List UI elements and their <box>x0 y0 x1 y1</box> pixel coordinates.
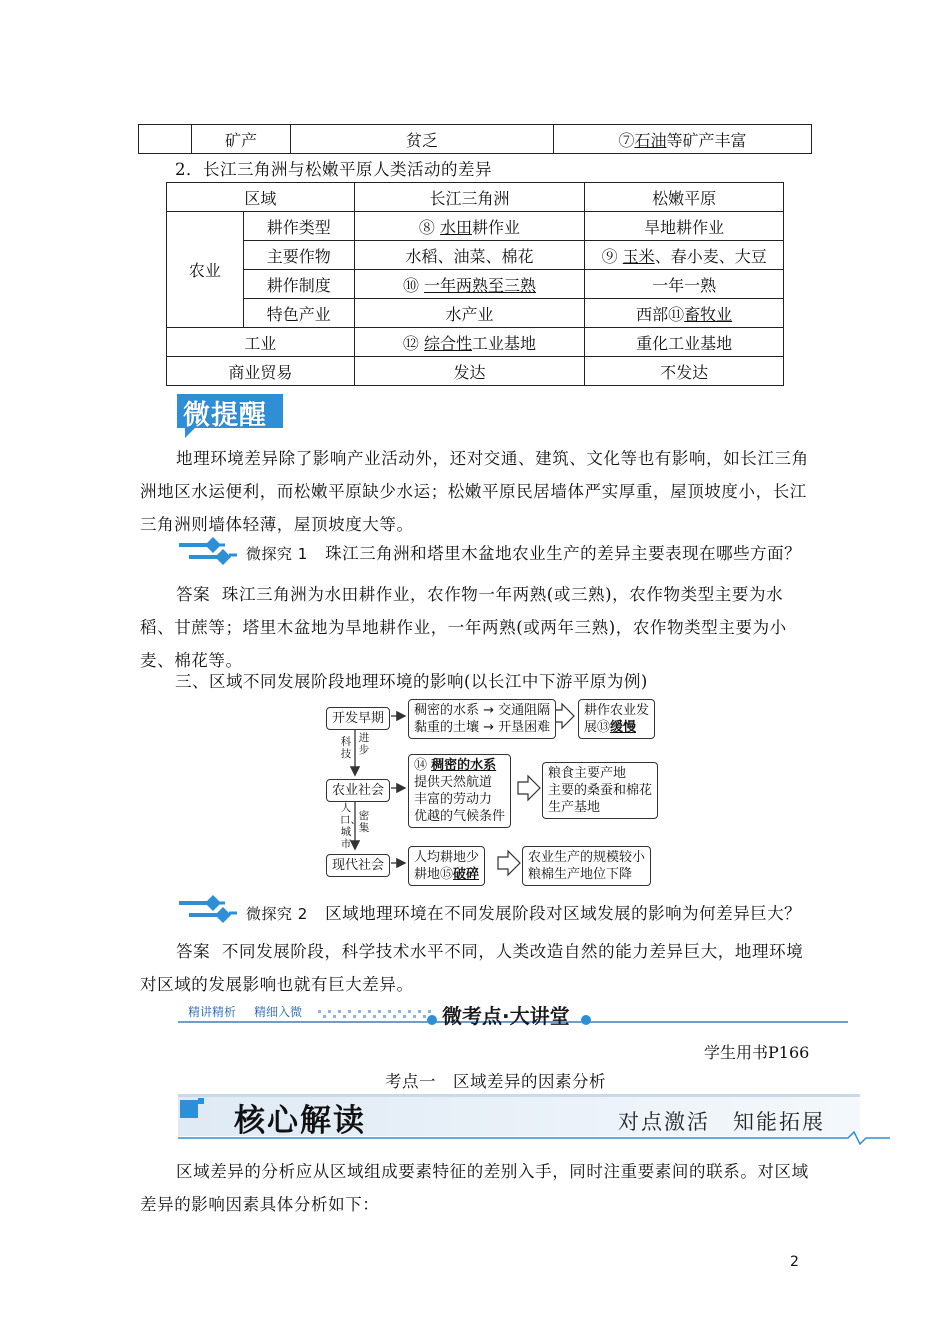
explore2-label: 微探究 2 <box>246 905 308 923</box>
top-table-label: 矿产 <box>192 125 291 154</box>
s2-cause-box: ⑭ 稠密的水系 提供天然航道 丰富的劳动力 优越的气候条件 <box>408 754 511 828</box>
answer2-label: 答案 <box>176 942 211 961</box>
book-ref: 学生用书P166 <box>704 1043 810 1062</box>
stage3-box: 现代社会 <box>326 854 390 877</box>
compare-header-yangtze: 长江三角洲 <box>354 183 585 212</box>
compare-cell: 水稻、油菜、棉花 <box>354 241 585 270</box>
core-banner-right: 对点激活 知能拓展 <box>618 1110 825 1134</box>
compare-agri-label: 农业 <box>167 212 244 328</box>
answer1-text: 珠江三角洲为水田耕作业，农作物一年两熟(或三熟)，农作物类型主要为水稻、甘蔗等；塔里木盆地为旱地耕作业，一年两熟(或两年三熟)，农作物类型主要为小麦、棉花等。 <box>140 585 787 670</box>
top-table-col1: 贫乏 <box>291 125 554 154</box>
top-table-empty-cell <box>139 125 192 154</box>
explore1-label: 微探究 1 <box>246 545 308 563</box>
explore1-question: 珠江三角洲和塔里木盆地农业生产的差异主要表现在哪些方面？ <box>325 544 802 563</box>
compare-cell: 不发达 <box>585 357 784 386</box>
s1-cause-box: 稠密的水系 → 交通阻隔 黏重的土壤 → 开垦困难 <box>408 699 556 739</box>
core-banner <box>178 1094 890 1146</box>
compare-cell: ⑧ 水田耕作业 <box>354 212 585 241</box>
tip-badge <box>177 392 285 438</box>
tip-badge-label: 微提醒 <box>183 400 267 431</box>
explore2-line <box>246 900 801 924</box>
answer2-paragraph <box>140 935 812 1001</box>
s1-effect-box: 耕作农业发 展⑬缓慢 <box>578 699 655 739</box>
compare-commerce-label: 商业贸易 <box>167 357 355 386</box>
link1-label-a: 科技 <box>340 736 352 760</box>
link2-label-b: 密集 <box>358 810 370 834</box>
section3-title: 三、区域不同发展阶段地理环境的影响(以长江中下游平原为例) <box>175 672 648 691</box>
explore-arrow-icon <box>177 535 239 569</box>
compare-row-label: 耕作制度 <box>243 270 354 299</box>
compare-industry-label: 工业 <box>167 328 355 357</box>
compare-row-label: 耕作类型 <box>243 212 354 241</box>
compare-cell: ⑩ 一年两熟至三熟 <box>354 270 585 299</box>
section-banner <box>178 1000 848 1030</box>
explore1-line <box>246 540 801 564</box>
kaodian-title: 考点一 区域差异的因素分析 <box>385 1072 606 1091</box>
top-table-col2: ⑦石油等矿产丰富 <box>554 125 812 154</box>
explore-arrow-icon <box>177 893 239 927</box>
explore2-question: 区域地理环境在不同发展阶段对区域发展的影响为何差异巨大？ <box>325 904 802 923</box>
stage2-box: 农业社会 <box>326 779 390 802</box>
compare-cell: 发达 <box>354 357 585 386</box>
banner-title: 微考点·大讲堂 <box>442 1004 570 1028</box>
compare-header-region: 区域 <box>167 183 355 212</box>
tip-text: 地理环境差异除了影响产业活动外，还对交通、建筑、文化等也有影响，如长江三角洲地区水运便利，而松嫩平原缺少水运；松嫩平原民居墙体严实厚重，屋顶坡度小，长江三角洲则墙体轻薄，屋顶坡度大等。 <box>140 449 809 534</box>
link2-label-a: 人口、城市 <box>340 802 361 850</box>
compare-cell: 一年一熟 <box>585 270 784 299</box>
stage1-box: 开发早期 <box>326 707 390 730</box>
section2-title: 2．长江三角洲与松嫩平原人类活动的差异 <box>175 160 492 179</box>
compare-table <box>166 182 784 386</box>
compare-row-label: 主要作物 <box>243 241 354 270</box>
final-text: 区域差异的分析应从区域组成要素特征的差别入手，同时注重要素间的联系。对区域差异的影响因素具体分析如下： <box>140 1162 809 1214</box>
page-number: 2 <box>790 1254 799 1270</box>
compare-row-label: 特色产业 <box>243 299 354 328</box>
development-diagram <box>320 696 660 886</box>
compare-cell: 重化工业基地 <box>585 328 784 357</box>
s3-effect-box: 农业生产的规模较小 粮棉生产地位下降 <box>522 846 651 886</box>
compare-cell: ⑫ 综合性工业基地 <box>354 328 585 357</box>
compare-cell: 水产业 <box>354 299 585 328</box>
banner-left-2: 精细入微 <box>254 1005 303 1019</box>
top-table <box>138 124 812 154</box>
compare-cell: 西部⑪畜牧业 <box>585 299 784 328</box>
answer1-label: 答案 <box>176 585 211 604</box>
link1-label-b: 进步 <box>358 732 370 756</box>
compare-cell: 旱地耕作业 <box>585 212 784 241</box>
answer2-text: 不同发展阶段，科学技术水平不同，人类改造自然的能力差异巨大，地理环境对区域的发展影响也就有巨大差异。 <box>140 942 804 994</box>
s2-effect-box: 粮食主要产地 主要的桑蚕和棉花 生产基地 <box>542 762 658 819</box>
compare-cell: ⑨ 玉米、春小麦、大豆 <box>585 241 784 270</box>
answer1-paragraph <box>140 578 812 677</box>
compare-header-songnen: 松嫩平原 <box>585 183 784 212</box>
s3-cause-box: 人均耕地少 耕地⑮破碎 <box>408 846 485 886</box>
core-banner-title: 核心解读 <box>234 1103 366 1139</box>
banner-left-1: 精讲精析 <box>188 1005 237 1019</box>
